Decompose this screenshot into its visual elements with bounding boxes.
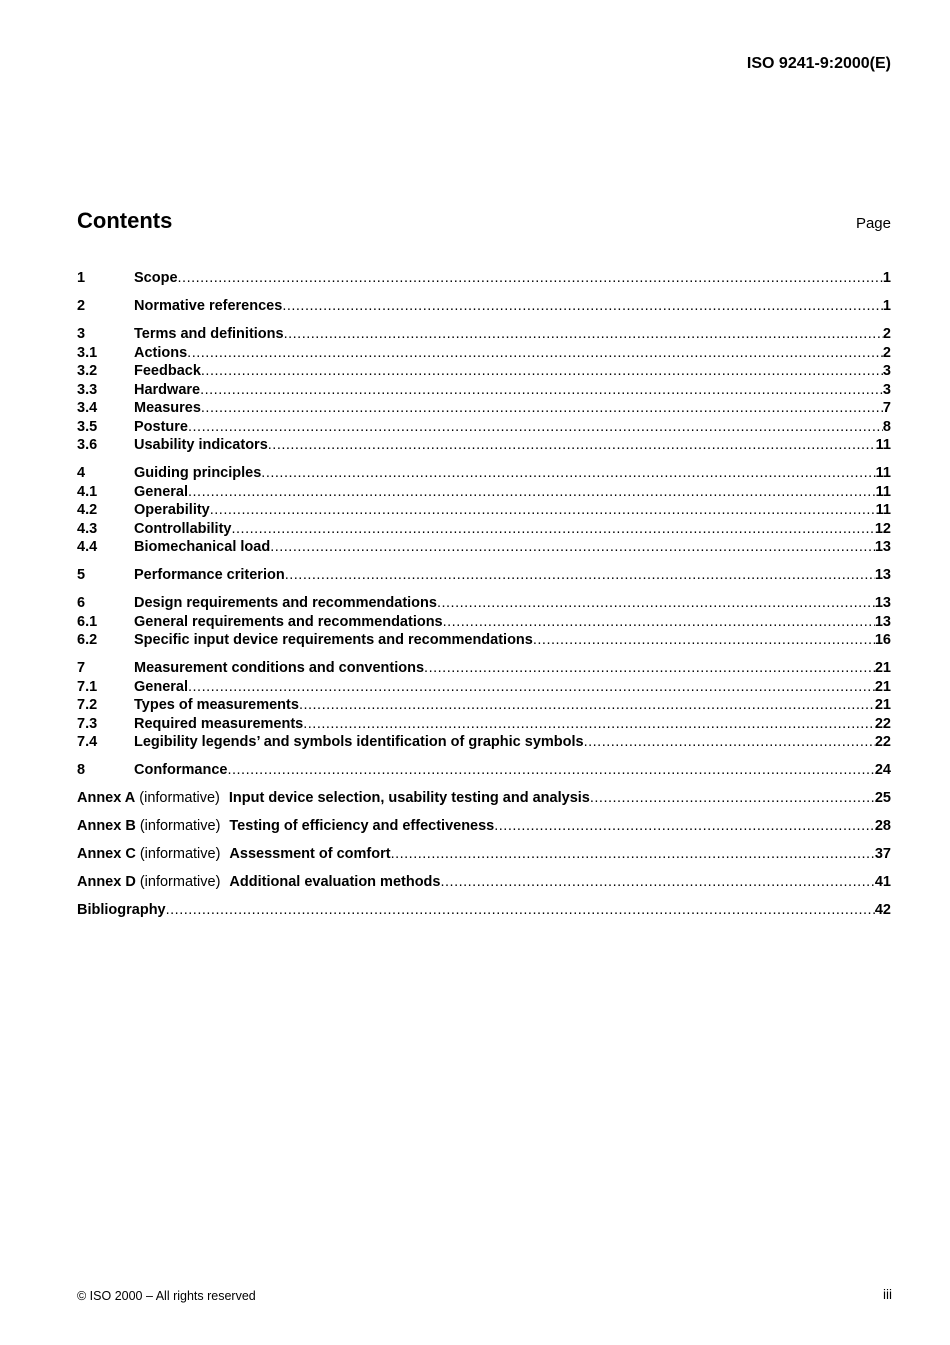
toc-entry-number: 7 bbox=[77, 660, 86, 676]
dot-leader bbox=[443, 613, 875, 632]
toc-entry[interactable] bbox=[77, 696, 891, 715]
toc-entry-page: 2 bbox=[882, 344, 891, 361]
toc-entry-page: 21 bbox=[874, 697, 891, 713]
dot-leader bbox=[284, 325, 883, 344]
toc-entry-number: 7.2 bbox=[77, 697, 98, 713]
toc-entry[interactable] bbox=[77, 659, 891, 678]
toc-entry-title: Hardware bbox=[134, 381, 201, 398]
dot-leader bbox=[299, 696, 875, 715]
toc-entry-title: Performance criterion bbox=[134, 567, 285, 583]
toc-entry-page: 11 bbox=[875, 437, 891, 453]
toc-annex-c bbox=[77, 845, 891, 864]
toc-entry-page: 11 bbox=[875, 502, 891, 518]
toc-entry-number: 7.4 bbox=[77, 734, 98, 750]
toc-entry-number: 7.1 bbox=[77, 678, 98, 695]
toc-annex-d bbox=[77, 873, 891, 892]
toc-entry[interactable] bbox=[77, 678, 891, 697]
toc-group-7 bbox=[77, 659, 891, 752]
toc-entry-page: 3 bbox=[882, 381, 891, 398]
contents-header bbox=[77, 208, 891, 238]
toc-entry-page: 13 bbox=[874, 613, 891, 630]
toc-entry-page: 2 bbox=[882, 326, 891, 342]
annex-informative-tag: (informative) bbox=[139, 846, 221, 862]
dot-leader bbox=[231, 520, 874, 539]
toc-entry-title: Testing of efficiency and effectiveness bbox=[229, 818, 495, 834]
table-of-contents bbox=[77, 269, 891, 929]
dot-leader bbox=[440, 873, 874, 892]
toc-entry-title: General bbox=[134, 678, 188, 695]
toc-entry-number: 6 bbox=[77, 595, 86, 611]
dot-leader bbox=[303, 715, 875, 734]
toc-entry-title: Actions bbox=[134, 344, 188, 361]
toc-entry-number: 6.2 bbox=[77, 632, 98, 648]
toc-entry-title: Guiding principles bbox=[134, 465, 262, 481]
toc-entry[interactable] bbox=[77, 381, 891, 400]
dot-leader bbox=[584, 733, 875, 752]
toc-entry[interactable] bbox=[77, 613, 891, 632]
toc-entry[interactable] bbox=[77, 344, 891, 363]
toc-entry-number: 4 bbox=[77, 465, 86, 481]
toc-entry-number: 3.4 bbox=[77, 400, 98, 416]
dot-leader bbox=[494, 817, 875, 836]
dot-leader bbox=[187, 344, 883, 363]
toc-entry[interactable] bbox=[77, 761, 891, 780]
dot-leader bbox=[268, 436, 876, 455]
toc-entry-title: Input device selection, usability testing and analysis bbox=[228, 790, 590, 806]
toc-entry[interactable] bbox=[77, 566, 891, 585]
toc-group-8 bbox=[77, 761, 891, 780]
toc-entry[interactable] bbox=[77, 733, 891, 752]
toc-entry-page: 11 bbox=[875, 465, 891, 481]
annex-informative-tag: (informative) bbox=[139, 818, 221, 834]
annex-label: Annex A bbox=[77, 790, 136, 806]
dot-leader bbox=[188, 678, 875, 697]
toc-entry-page: 13 bbox=[874, 539, 891, 555]
page-number: iii bbox=[883, 1287, 892, 1302]
toc-entry[interactable] bbox=[77, 464, 891, 483]
dot-leader bbox=[200, 381, 883, 400]
toc-entry-number: 3 bbox=[77, 326, 86, 342]
dot-leader bbox=[391, 845, 875, 864]
toc-annex-b bbox=[77, 817, 891, 836]
copyright-notice: © ISO 2000 – All rights reserved bbox=[77, 1289, 256, 1303]
toc-entry-number: 4.3 bbox=[77, 520, 98, 537]
toc-entry-page: 42 bbox=[874, 902, 891, 918]
toc-entry-title: Operability bbox=[134, 502, 210, 518]
toc-entry[interactable] bbox=[77, 325, 891, 344]
annex-label: Annex B bbox=[77, 818, 136, 834]
annex-informative-tag: (informative) bbox=[139, 790, 220, 806]
toc-group-5 bbox=[77, 566, 891, 585]
toc-entry-title: Design requirements and recommendations bbox=[134, 595, 437, 611]
toc-entry-number: 3.1 bbox=[77, 344, 98, 361]
toc-entry[interactable] bbox=[77, 538, 891, 557]
toc-entry-title: Measures bbox=[134, 400, 201, 416]
dot-leader bbox=[210, 501, 876, 520]
toc-entry-number: 8 bbox=[77, 762, 86, 778]
toc-entry-page: 13 bbox=[874, 567, 891, 583]
toc-entry-title: Measurement conditions and conventions bbox=[134, 660, 425, 676]
toc-entry-title: Assessment of comfort bbox=[229, 846, 391, 862]
toc-entry-number: 5 bbox=[77, 567, 86, 583]
dot-leader bbox=[201, 399, 883, 418]
toc-bibliography bbox=[77, 901, 891, 920]
toc-entry-number: 2 bbox=[77, 298, 86, 314]
dot-leader bbox=[166, 901, 875, 920]
toc-entry[interactable] bbox=[77, 418, 891, 437]
toc-annex-entry[interactable] bbox=[77, 845, 891, 864]
toc-entry-title: Conformance bbox=[134, 762, 228, 778]
annex-label: Annex D bbox=[77, 874, 136, 890]
toc-entry-number: 4.1 bbox=[77, 483, 98, 500]
toc-entry-number: 3.5 bbox=[77, 418, 98, 435]
toc-annex-entry[interactable] bbox=[77, 817, 891, 836]
dot-leader bbox=[261, 464, 875, 483]
toc-entry[interactable] bbox=[77, 399, 891, 418]
toc-entry[interactable] bbox=[77, 501, 891, 520]
toc-group-2 bbox=[77, 297, 891, 316]
dot-leader bbox=[227, 761, 874, 780]
toc-entry-page: 13 bbox=[874, 595, 891, 611]
toc-entry-page: 41 bbox=[874, 874, 891, 890]
toc-entry-page: 3 bbox=[882, 363, 891, 379]
toc-entry[interactable] bbox=[77, 631, 891, 650]
page-column-heading: Page bbox=[855, 215, 891, 232]
standard-identifier: ISO 9241-9:2000(E) bbox=[746, 55, 891, 72]
toc-entry[interactable] bbox=[77, 269, 891, 288]
toc-entry-page: 37 bbox=[874, 846, 891, 862]
toc-entry-page: 16 bbox=[874, 632, 891, 648]
toc-entry-title: Terms and definitions bbox=[134, 326, 284, 342]
toc-entry[interactable] bbox=[77, 594, 891, 613]
toc-entry-title: Specific input device requirements and recommendations bbox=[134, 632, 533, 648]
toc-entry[interactable] bbox=[77, 715, 891, 734]
toc-entry[interactable] bbox=[77, 520, 891, 539]
toc-entry-title: Controllability bbox=[134, 520, 232, 537]
toc-entry-title: Usability indicators bbox=[134, 437, 268, 453]
toc-entry-number: 1 bbox=[77, 270, 86, 286]
toc-entry-number: 6.1 bbox=[77, 613, 98, 630]
toc-entry-number: 3.2 bbox=[77, 363, 98, 379]
toc-annex-entry[interactable] bbox=[77, 873, 891, 892]
dot-leader bbox=[178, 269, 883, 288]
toc-entry-page: 21 bbox=[874, 660, 891, 676]
dot-leader bbox=[188, 483, 876, 502]
dot-leader bbox=[533, 631, 875, 650]
dot-leader bbox=[201, 362, 883, 381]
toc-entry[interactable] bbox=[77, 483, 891, 502]
contents-title: Contents bbox=[77, 208, 173, 233]
toc-entry-title: General requirements and recommendations bbox=[134, 613, 443, 630]
toc-entry-title: Feedback bbox=[134, 363, 201, 379]
dot-leader bbox=[285, 566, 875, 585]
toc-entry-page: 12 bbox=[874, 520, 891, 537]
toc-entry-title: Types of measurements bbox=[134, 697, 299, 713]
toc-annex-a bbox=[77, 789, 891, 808]
dot-leader bbox=[188, 418, 883, 437]
toc-entry-page: 24 bbox=[874, 762, 891, 778]
toc-entry-title: Biomechanical load bbox=[134, 539, 271, 555]
toc-entry-page: 1 bbox=[882, 298, 891, 314]
toc-group-3 bbox=[77, 325, 891, 455]
toc-entry[interactable] bbox=[77, 436, 891, 455]
toc-entry-number: 7.3 bbox=[77, 715, 98, 732]
toc-entry-page: 8 bbox=[882, 418, 891, 435]
dot-leader bbox=[590, 789, 875, 808]
toc-entry[interactable] bbox=[77, 362, 891, 381]
toc-entry-title: Bibliography bbox=[77, 902, 166, 918]
toc-entry-title: Posture bbox=[134, 418, 188, 435]
toc-entry-title: Additional evaluation methods bbox=[229, 874, 441, 890]
toc-entry[interactable] bbox=[77, 297, 891, 316]
dot-leader bbox=[282, 297, 883, 316]
toc-entry-page: 25 bbox=[874, 790, 891, 806]
toc-entry-title: Normative references bbox=[134, 298, 283, 314]
toc-entry-page: 21 bbox=[874, 678, 891, 695]
toc-entry-number: 3.6 bbox=[77, 437, 98, 453]
toc-group-6 bbox=[77, 594, 891, 650]
toc-entry-page: 7 bbox=[882, 400, 891, 416]
annex-informative-tag: (informative) bbox=[139, 874, 221, 890]
toc-entry-page: 28 bbox=[874, 818, 891, 834]
toc-entry-title: Required measurements bbox=[134, 715, 304, 732]
dot-leader bbox=[437, 594, 875, 613]
toc-entry-title: Legibility legends’ and symbols identification of graphic symbols bbox=[134, 734, 584, 750]
toc-group-4 bbox=[77, 464, 891, 557]
toc-bibliography-entry[interactable] bbox=[77, 901, 891, 920]
toc-entry-number: 3.3 bbox=[77, 381, 98, 398]
toc-entry-title: General bbox=[134, 483, 188, 500]
annex-label: Annex C bbox=[77, 846, 136, 862]
dot-leader bbox=[424, 659, 875, 678]
toc-entry-page: 22 bbox=[874, 715, 891, 732]
toc-entry-number: 4.2 bbox=[77, 502, 98, 518]
toc-annex-entry[interactable] bbox=[77, 789, 891, 808]
dot-leader bbox=[270, 538, 875, 557]
toc-entry-number: 4.4 bbox=[77, 539, 98, 555]
toc-entry-page: 1 bbox=[882, 270, 891, 286]
toc-entry-page: 11 bbox=[875, 483, 891, 500]
toc-entry-page: 22 bbox=[874, 734, 891, 750]
toc-entry-title: Scope bbox=[134, 270, 178, 286]
toc-group-1 bbox=[77, 269, 891, 288]
